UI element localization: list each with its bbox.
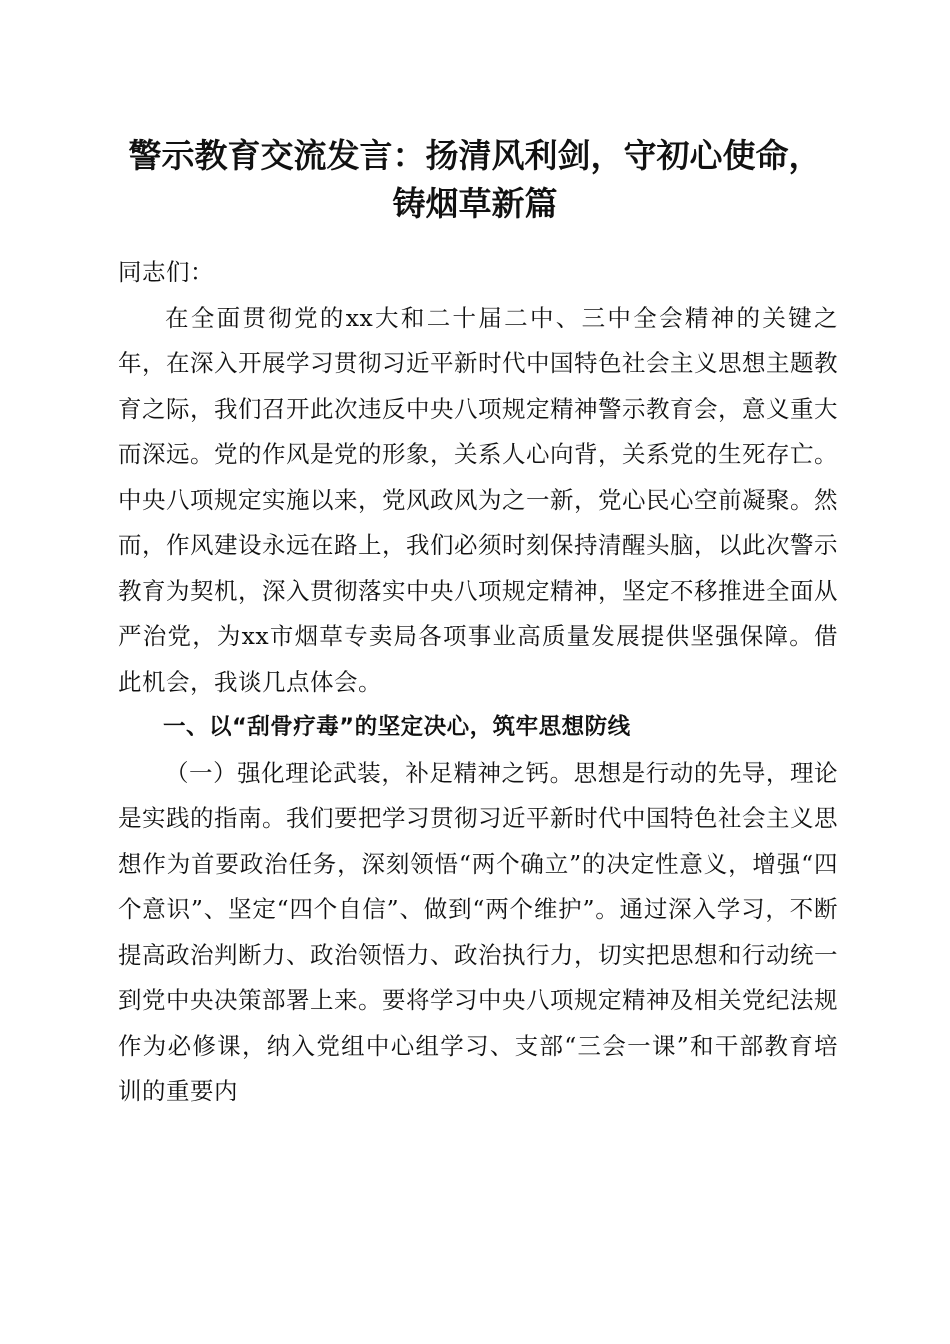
greeting: 同志们： bbox=[118, 258, 214, 286]
document-title bbox=[110, 132, 840, 228]
section-1-heading: 一、以“刮骨疗毒”的坚定决心，筑牢思想防线 bbox=[163, 714, 631, 740]
intro-paragraph: 在全面贯彻党的xx大和二十届二中、三中全会精神的关键之年，在深入开展学习贯彻习近平新时代中国特色社会主义思想主题教育之际，我们召开此次违反中央八项规定精神警示教育会，意义重大而深远。党的作风是党的形象，关系人心向背，关系党的生死存亡。中央八项规定实施以来，党风政风为之一新，党心民心空前凝聚。然而，作风建设永远在路上，我们必须时刻保持清醒头脑，以此次警示教育为契机，深入贯彻落实中央八项规定精神，坚定不移推进全面从严治党，为xx市烟草专卖局各项事业高质量发展提供坚强保障。借此机会，我谈几点体会。 bbox=[118, 303, 838, 696]
section-1-paragraph: （一）强化理论武装，补足精神之钙。思想是行动的先导，理论是实践的指南。我们要把学习贯彻习近平新时代中国特色社会主义思想作为首要政治任务，深刻领悟“两个确立”的决定性意义，增强“四个意识”、坚定“四个自信”、做到“两个维护”。通过深入学习，不断提高政治判断力、政治领悟力、政治执行力，切实把思想和行动统一到党中央决策部署上来。要将学习中央八项规定精神及相关党纪法规作为必修课，纳入党组中心组学习、支部“三会一课”和干部教育培训的重要内 bbox=[118, 758, 838, 1105]
title-line-1: 警示教育交流发言：扬清风利剑，守初心使命， bbox=[128, 136, 822, 175]
title-line-2: 铸烟草新篇 bbox=[392, 184, 558, 223]
document-body bbox=[118, 250, 838, 1115]
